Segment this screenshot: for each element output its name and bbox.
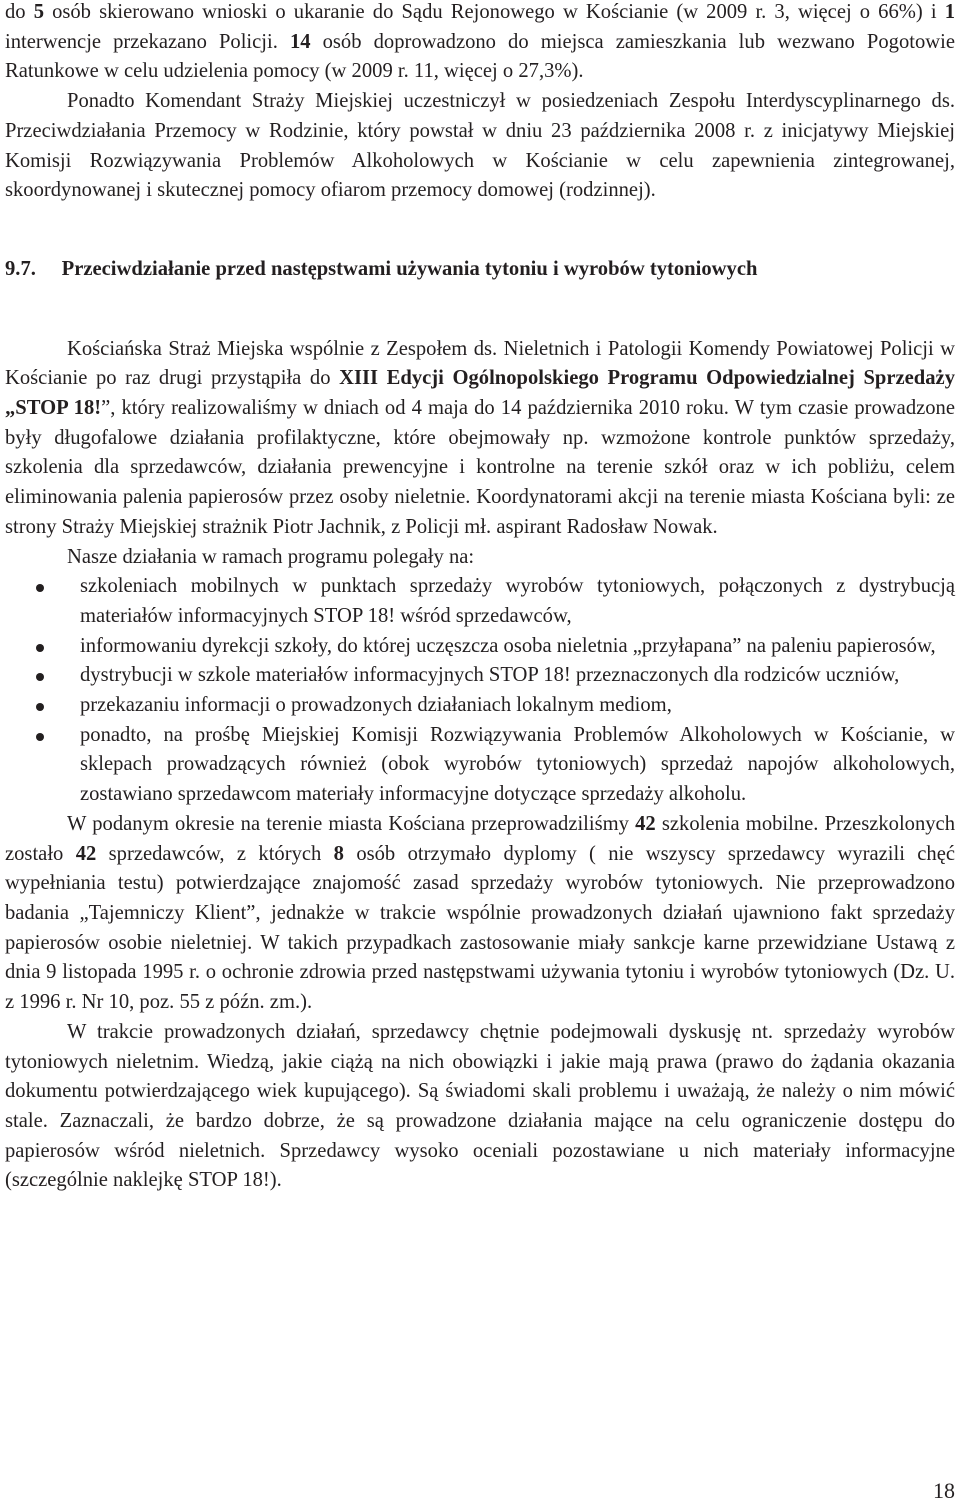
bullet-icon (36, 733, 44, 741)
bullet-icon (36, 703, 44, 711)
list-item-text: szkoleniach mobilnych w punktach sprzedaży wyrobów tytoniowych, połączonych z dystrybucją materiałów informacyjnych STOP 18! wśród sprzedawców, (80, 575, 955, 627)
list-item (5, 572, 955, 631)
text-run: sprzedawców, z których (96, 842, 334, 865)
text-run: szkolenia mobilne. Przeszkolonych zostało (5, 812, 955, 865)
section-title: Przeciwdziałanie przed następstwami używania tytoniu i wyrobów tytoniowych (61, 257, 758, 280)
bold-number: 5 (33, 1, 44, 23)
bold-number: 1 (944, 1, 955, 23)
paragraph-sellers: W trakcie prowadzonych działań, sprzedawcy chętnie podejmowali dyskusję nt. sprzedaży wyrobów tytoniowych nieletnim. Wiedzą, jakie ciążą na nich obowiązki i jakie mają prawa (prawo do żądania okazania dokumentu potwierdzającego wiek kupującego). Są świadomi skali problemu i uważają, że należy o nim mówić stale. Zaznaczali, że bardzo dobrze, że są prowadzone działania mające na celu ograniczenie dostępu do papierosów wśród nieletnich. Sprzedawcy wysoko oceniali pozostawiane u nich materiały informacyjne (szczególnie naklejkę STOP 18!). (5, 1020, 955, 1192)
document-page (5, 0, 955, 1196)
list-item (5, 691, 955, 721)
list-item-text: dystrybucji w szkole materiałów informacyjnych STOP 18! przeznaczonych dla rodziców uczniów, (80, 664, 900, 687)
paragraph-list-intro: Nasze działania w ramach programu polegały na: (67, 545, 475, 568)
section-number: 9.7. (5, 257, 36, 280)
paragraph-program (5, 335, 955, 543)
list-item-text: ponadto, na prośbę Miejskiej Komisji Rozwiązywania Problemów Alkoholowych w Kościanie, w sklepach prowadzących również (obok wyrobów tytoniowych) sprzedaż napojów alkoholowych, zostawiano sprzedawcom materiały informacyjne dotyczące sprzedaży alkoholu. (80, 723, 955, 806)
text-run: osób doprowadzono do miejsca zamieszkania lub wezwano Pogotowie Ratunkowe w celu udzielenia pomocy (w 2009 r. 11, więcej o 27,3%). (5, 30, 955, 83)
bold-number: 8 (333, 842, 344, 865)
list-item (5, 661, 955, 691)
paragraph-stats (5, 0, 955, 87)
paragraph-team: Ponadto Komendant Straży Miejskiej uczestniczył w posiedzeniach Zespołu Interdyscyplinarnego ds. Przeciwdziałania Przemocy w Rodzinie, który powstał w dniu 23 października 2008 r. z inicjatywy Miejskiej Komisji Rozwiązywania Problemów Alkoholowych w Kościanie w celu zapewnienia zintegrowanej, skoordynowanej i skutecznej pomocy ofiarom przemocy domowej (rodzinnej). (5, 90, 955, 202)
text-run: osób skierowano wnioski o ukaranie do Sądu Rejonowego w Kościanie (w 2009 r. 3, więcej o 66%) i (43, 1, 945, 23)
text-run: ”, który realizowaliśmy w dniach od 4 maja do 14 października 2010 roku. W tym czasie prowadzone były długofalowe działania profilaktyczne, które obejmowały np. wzmożone kontrole punktów sprzedaży, szkolenia dla sprzedawców, działania prewencyjne i kontrolne na terenie szkół oraz w ich pobliżu, celem eliminowania palenia papierosów przez osoby nieletnie. Koordynatorami akcji na terenie miasta Kościana byli: ze strony Straży Miejskiej strażnik Piotr Jachnik, z Policji mł. aspirant Radosław Nowak. (5, 397, 955, 538)
text-run: osób otrzymało dyplomy ( nie wszyscy sprzedawcy wyrazili chęć wypełniania testu) potwierdzające znajomość zasad sprzedaży wyrobów tytoniowych. Nie przeprowadzono badania „Tajemniczy Klient”, jednakże w trakcie wspólnie prowadzonych działań ujawniono fakt sprzedaży papierosów osobie nieletniej. W takich przypadkach zastosowanie miały sankcje karne przewidziane Ustawą z dnia 9 listopada 1995 r. o ochronie zdrowia przed następstwami używania tytoniu i wyrobów tytoniowych (Dz. U. z 1996 r. Nr 10, poz. 55 z późn. zm.). (5, 842, 956, 1014)
bold-number: 14 (289, 30, 311, 53)
text-run: W podanym okresie na terenie miasta Kościana przeprowadziliśmy (67, 812, 636, 835)
bullet-icon (36, 644, 44, 652)
text-run: interwencje przekazano Policji. (5, 30, 290, 53)
bold-number: 42 (635, 812, 656, 835)
text-run: do (5, 1, 34, 23)
section-heading (5, 255, 955, 285)
bullet-icon (36, 673, 44, 681)
bullet-icon (36, 584, 44, 592)
paragraph-trainings (5, 810, 955, 1018)
activities-list (5, 572, 955, 810)
list-item (5, 632, 955, 662)
text-run: Kościańska Straż Miejska wspólnie z Zespołem ds. Nieletnich i Patologii Komendy Powiatowej Policji w Kościanie po raz drugi przystąpiła do (5, 337, 955, 390)
list-item-text: informowaniu dyrekcji szkoły, do której uczęszcza osoba nieletnia „przyłapana” na paleniu papierosów, (80, 634, 936, 657)
list-item-text: przekazaniu informacji o prowadzonych działaniach lokalnym mediom, (80, 694, 672, 717)
page-number: 18 (933, 1478, 955, 1503)
bold-program-name: XIII Edycji Ogólnopolskiego Programu Odpowiedzialnej Sprzedaży „STOP 18! (5, 367, 955, 420)
bold-number: 42 (75, 842, 97, 865)
list-item (5, 721, 955, 810)
